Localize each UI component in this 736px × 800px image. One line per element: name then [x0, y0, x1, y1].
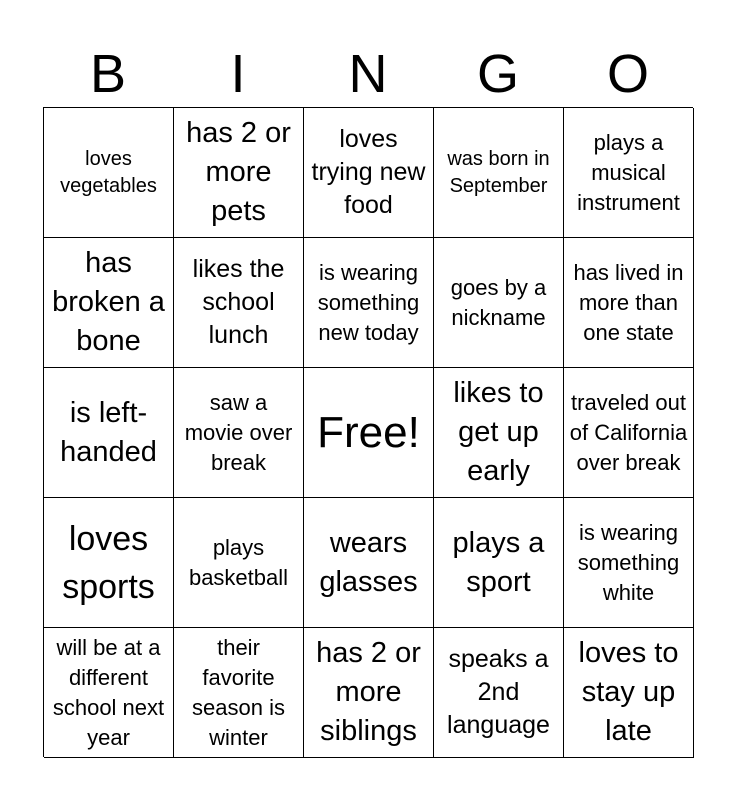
- bingo-cell[interactable]: [564, 238, 694, 368]
- bingo-cell[interactable]: [174, 368, 304, 498]
- bingo-cell[interactable]: [44, 238, 174, 368]
- bingo-cell[interactable]: [434, 628, 564, 758]
- bingo-cell[interactable]: [44, 368, 174, 498]
- cell-text: has broken a bone: [52, 247, 165, 357]
- bingo-cell[interactable]: [304, 108, 434, 238]
- bingo-cell[interactable]: [564, 498, 694, 628]
- cell-text: has lived in more than one state: [573, 259, 684, 345]
- cell-text: speaks a 2nd language: [447, 645, 550, 739]
- cell-text: will be at a different school next year: [52, 634, 165, 750]
- bingo-cell[interactable]: [304, 628, 434, 758]
- cell-text: likes to get up early: [453, 377, 544, 487]
- bingo-cell[interactable]: [174, 498, 304, 628]
- cell-text: loves to stay up late: [578, 637, 679, 747]
- cell-text: plays a musical instrument: [577, 129, 680, 215]
- bingo-cell[interactable]: [564, 368, 694, 498]
- cell-text: their favorite season is winter: [192, 634, 285, 750]
- header-letter-o: O: [606, 44, 649, 104]
- bingo-cell[interactable]: [44, 498, 174, 628]
- cell-text: loves vegetables: [60, 147, 157, 197]
- bingo-cell[interactable]: [174, 108, 304, 238]
- cell-text: is wearing something white: [577, 519, 680, 605]
- bingo-cell[interactable]: [304, 238, 434, 368]
- cell-text: has 2 or more pets: [186, 117, 291, 227]
- cell-text: plays a sport: [452, 526, 545, 598]
- bingo-cell[interactable]: [174, 238, 304, 368]
- cell-text: loves trying new food: [311, 125, 426, 219]
- cell-text: goes by a nickname: [450, 274, 547, 330]
- cell-text: is wearing something new today: [317, 259, 420, 345]
- bingo-cell[interactable]: [564, 108, 694, 238]
- bingo-cell[interactable]: [44, 108, 174, 238]
- cell-text: wears glasses: [319, 526, 418, 598]
- cell-text: plays basketball: [188, 534, 289, 590]
- bingo-grid: [43, 107, 693, 757]
- cell-text: likes the school lunch: [192, 255, 285, 349]
- cell-text: has 2 or more siblings: [316, 637, 421, 747]
- cell-text: traveled out of California over break: [569, 389, 688, 475]
- free-space[interactable]: [304, 368, 434, 498]
- header-letter-g: G: [476, 44, 519, 104]
- bingo-cell[interactable]: [44, 628, 174, 758]
- bingo-cell[interactable]: [174, 628, 304, 758]
- cell-text: is left-handed: [60, 396, 157, 468]
- bingo-cell[interactable]: [434, 498, 564, 628]
- header-letter-b: B: [89, 44, 127, 104]
- cell-text: saw a movie over break: [184, 389, 293, 475]
- bingo-cell[interactable]: [304, 498, 434, 628]
- cell-text: Free!: [317, 407, 420, 457]
- bingo-cell[interactable]: [434, 368, 564, 498]
- cell-text: was born in September: [447, 147, 550, 197]
- bingo-cell[interactable]: [434, 238, 564, 368]
- header-letter-n: N: [348, 44, 388, 104]
- bingo-cell[interactable]: [564, 628, 694, 758]
- bingo-cell[interactable]: [434, 108, 564, 238]
- bingo-header: [43, 40, 693, 108]
- cell-text: loves sports: [62, 519, 155, 606]
- header-letter-i: I: [230, 44, 246, 104]
